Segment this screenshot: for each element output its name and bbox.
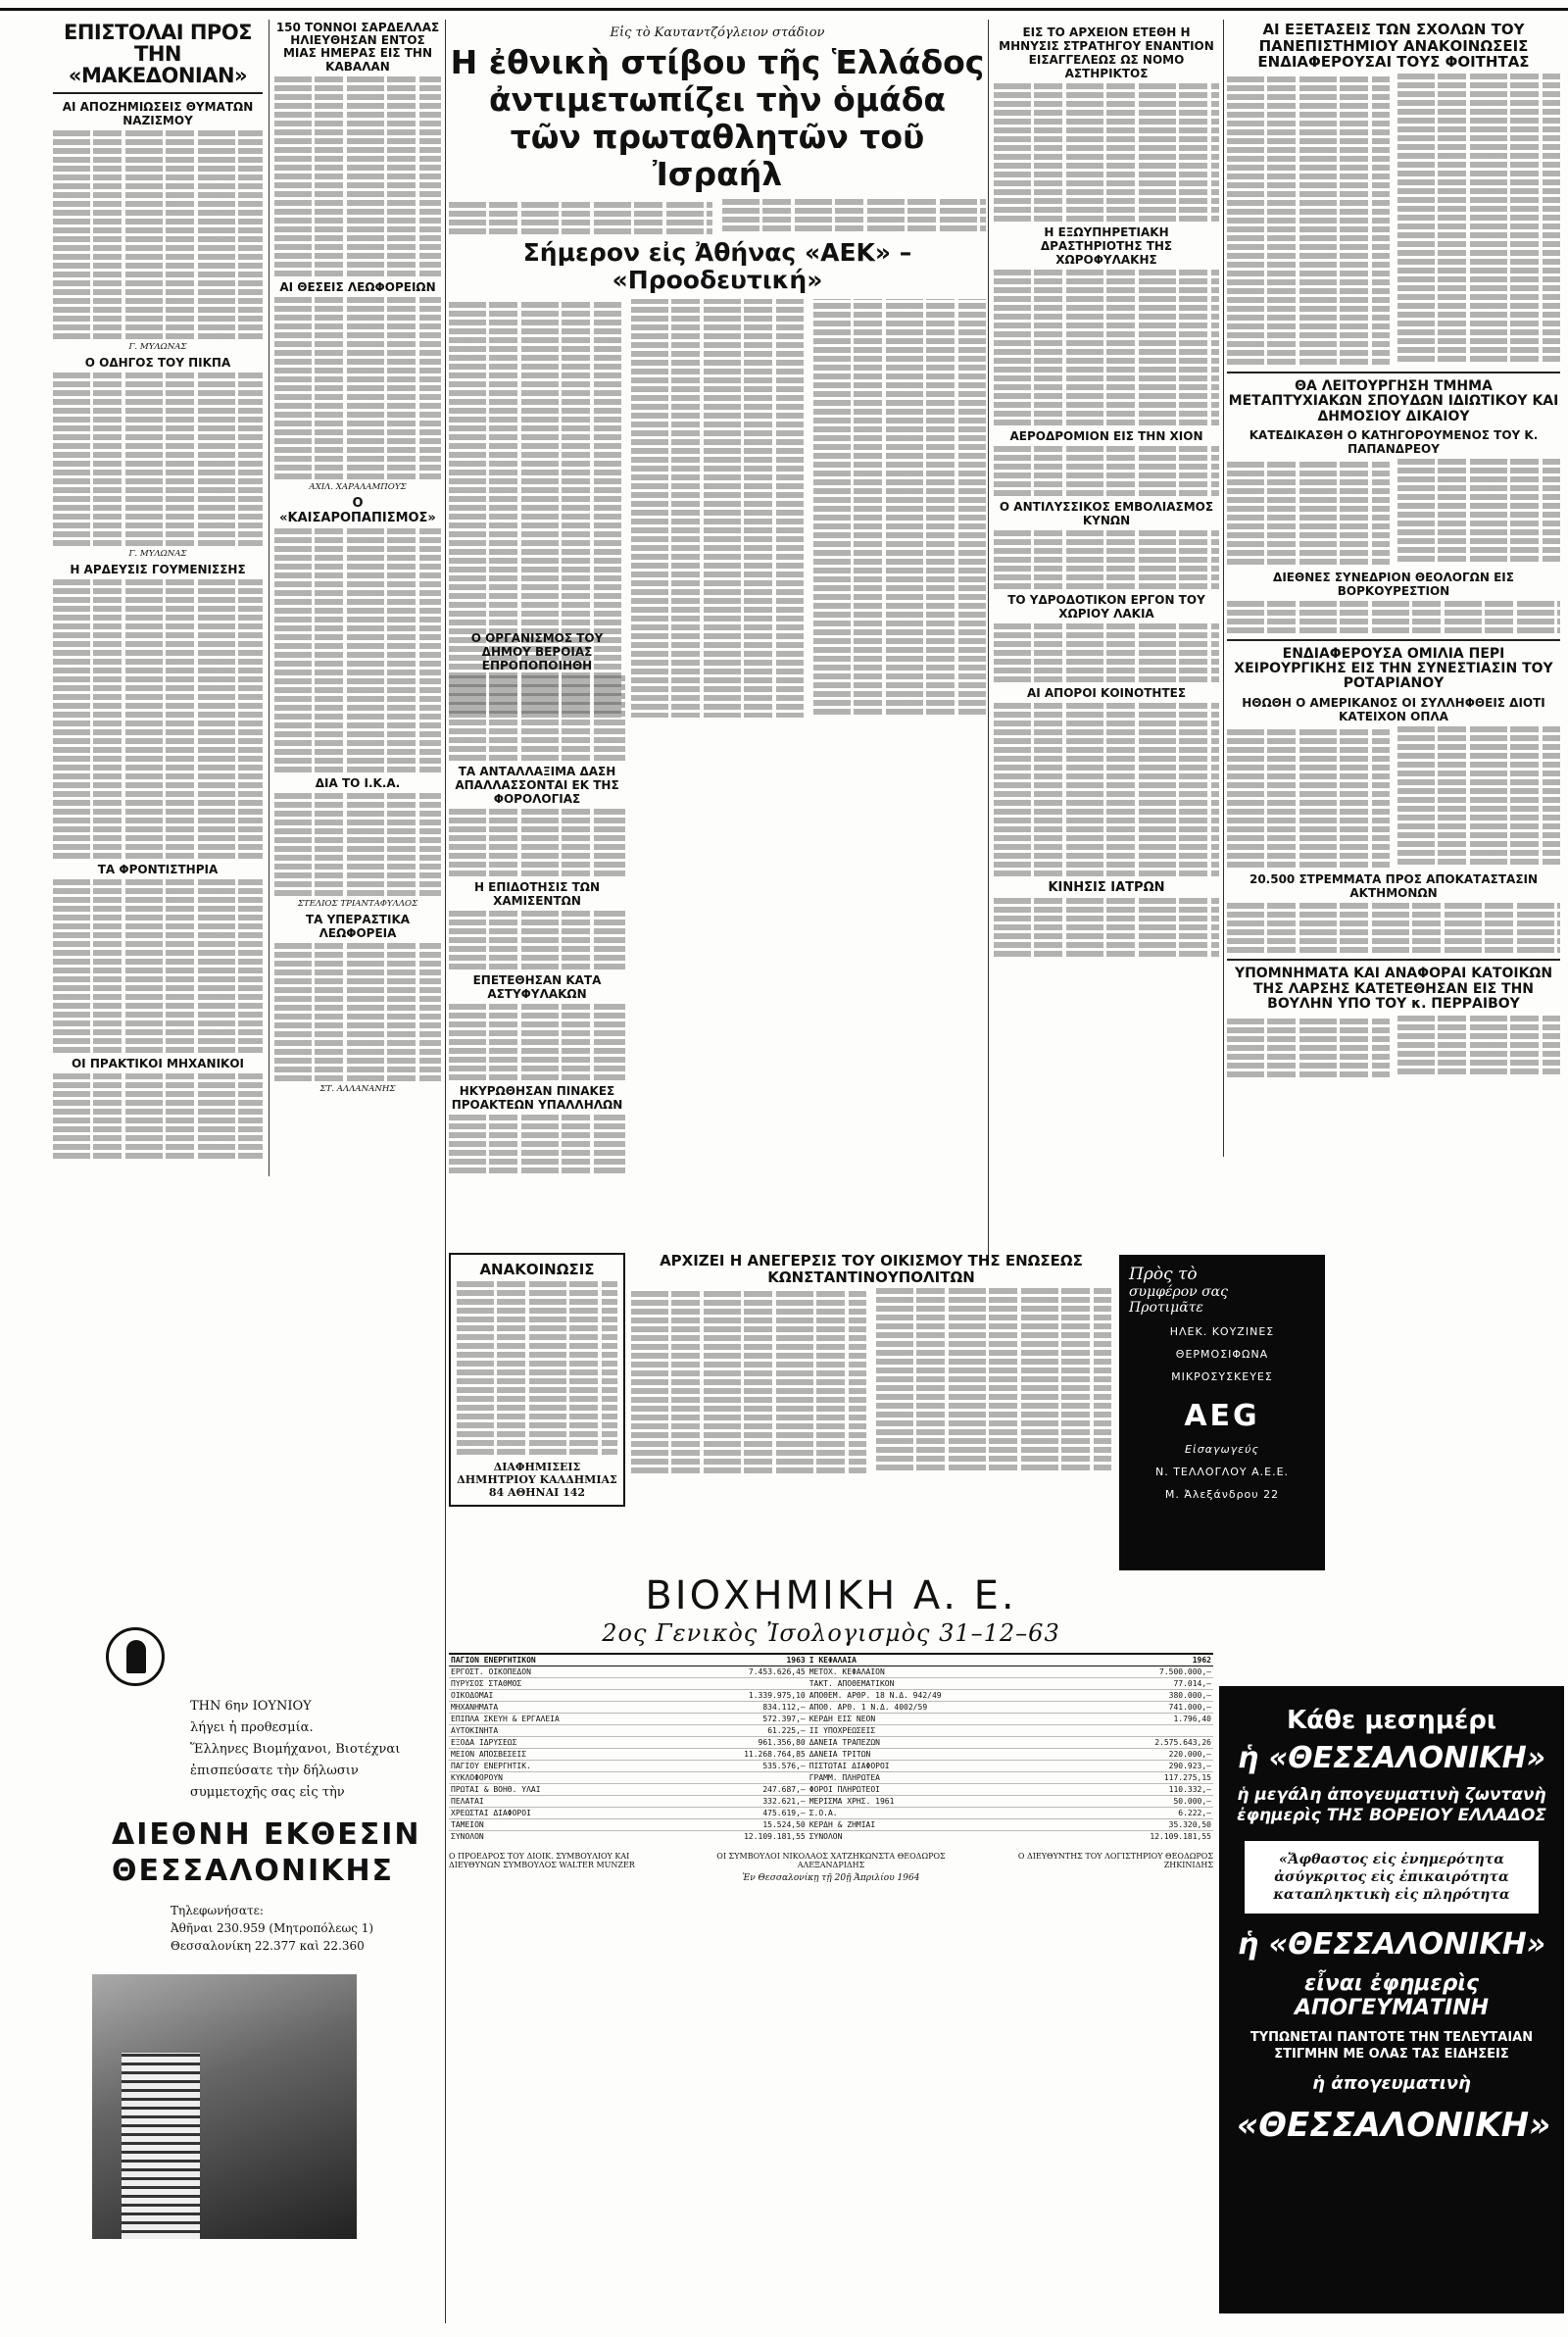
aeg-advertisement bbox=[1119, 1255, 1325, 1570]
ad-line: Ν. ΤΕΛΛΟΓΛΟΥ Α.Ε.Ε. bbox=[1154, 1466, 1290, 1478]
story-kicker: Εἰς τὸ Καυταντζόγλειον στάδιον bbox=[610, 25, 825, 40]
table-cell: ΙΙ ΥΠΟΧΡΕΩΣΕΙΣ bbox=[808, 1725, 1082, 1737]
article-body bbox=[274, 793, 441, 896]
article-heading: ΤΑ ΑΝΤΑΛΛΑΞΙΜΑ ΔΑΣΗ ΑΠΑΛΛΑΣΣΟΝΤΑΙ ΕΚ ΤΗΣ ΦΟΡΟΛΟΓΙΑΣ bbox=[455, 765, 619, 806]
table-cell: ΜΕΙΟΝ ΑΠΟΣΒΕΣΕΙΣ bbox=[449, 1749, 675, 1761]
balance-rows bbox=[449, 1666, 1213, 1843]
table-cell: ΣΥΝΟΛΟΝ bbox=[449, 1831, 675, 1843]
divider bbox=[1227, 372, 1560, 373]
announcement-advertiser: ΔΙΑΦΗΜΙΣΕΙΣ ΔΗΜΗΤΡΙΟΥ ΚΑΛΔΗΜΙΑΣ 84 ΑΘΗΝΑΙ 142 bbox=[457, 1461, 617, 1499]
fair-advertisement bbox=[53, 1627, 445, 2239]
article-body bbox=[994, 623, 1219, 682]
table-cell: ΟΙΚΟΔΟΜΑΙ bbox=[449, 1690, 675, 1702]
article-body bbox=[994, 898, 1219, 957]
balance-signatures bbox=[449, 1852, 1213, 1869]
article-body bbox=[994, 446, 1219, 496]
article-body bbox=[449, 1115, 625, 1173]
news-column-5 bbox=[994, 22, 1219, 1257]
column-rule bbox=[445, 20, 446, 2323]
table-row bbox=[449, 1714, 1213, 1725]
ad-line: Πρὸς τὸ bbox=[1129, 1265, 1198, 1284]
table-cell: ΕΡΓΟΣΤ. ΟΙΚΟΠΕΔΟΝ bbox=[449, 1666, 675, 1678]
story-subheadline: Σήμερον εἰς Ἀθήνας «ΑΕΚ» – «Προοδευτική» bbox=[522, 238, 912, 294]
table-cell: 11.268.764,85 bbox=[675, 1749, 807, 1761]
ad-line: ἡ «ΘΕΣΣΑΛΟΝΙΚΗ» bbox=[1237, 1741, 1546, 1775]
table-cell: ΑΥΤΟΚΙΝΗΤΑ bbox=[449, 1725, 675, 1737]
ad-line: Προτιμᾶτε bbox=[1129, 1300, 1203, 1316]
article-body bbox=[1227, 1016, 1560, 1079]
article-heading: ΑΙ ΕΞΕΤΑΣΕΙΣ ΤΩΝ ΣΧΟΛΩΝ ΤΟΥ ΠΑΝΕΠΙΣΤΗΜΙΟΥ ΑΝΑΚΟΙΝΩΣΕΙΣ ΕΝΔΙΑΦΕΡΟΥΣΑΙ ΤΟΥΣ ΦΟΙΤΗΤΑΣ bbox=[1257, 22, 1530, 71]
signature: Ο ΔΙΕΥΘΥΝΤΗΣ ΤΟΥ ΛΟΓΙΣΤΗΡΙΟΥ ΘΕΟΔΩΡΟΣ ΖΗΚΙΝΙΔΗΣ bbox=[1017, 1852, 1213, 1869]
table-cell: 12.109.181,55 bbox=[1082, 1831, 1213, 1843]
col-header: ΠΑΓΙΟΝ ΕΝΕΡΓΗΤΙΚΟΝ bbox=[449, 1654, 675, 1666]
ad-product: ΜΙΚΡΟΣΥΣΚΕΥΕΣ bbox=[1171, 1370, 1273, 1383]
column-rule bbox=[988, 20, 989, 1255]
table-cell: ΜΗΧΑΝΗΜΑΤΑ bbox=[449, 1702, 675, 1714]
table-cell: 7.500.000,— bbox=[1082, 1666, 1213, 1678]
article-heading: ΑΙ ΑΠΟΡΟΙ ΚΟΙΝΟΤΗΤΕΣ bbox=[1026, 686, 1187, 700]
table-cell: 2.575.643,26 bbox=[1082, 1737, 1213, 1749]
table-cell: ΔΑΝΕΙΑ ΤΡΙΤΩΝ bbox=[808, 1749, 1082, 1761]
article-heading: ΤΑ ΦΡΟΝΤΙΣΤΗΡΙΑ bbox=[97, 863, 219, 877]
table-cell: ΠΡΩΤΑΙ & ΒΟΗΘ. ΥΛΑΙ bbox=[449, 1784, 675, 1796]
table-cell: ΚΥΚΛΟΦΟΡΟΥΝ bbox=[449, 1772, 675, 1784]
article-heading: 150 ΤΟΝΝΟΙ ΣΑΡΔΕΛΛΑΣ ΗΛΙΕΥΘΗΣΑΝ ΕΝΤΟΣ ΜΙΑΣ ΗΜΕΡΑΣ ΕΙΣ ΤΗΝ ΚΑΒΑΛΑΝ bbox=[275, 22, 440, 74]
article-body bbox=[274, 943, 441, 1081]
article-heading: Ο ΟΔΗΓΟΣ ΤΟΥ ΠΙΚΠΑ bbox=[84, 356, 231, 371]
signature: ΣΤΕΛΙΟΣ ΤΡΙΑΝΤΑΦΥΛΛΟΣ bbox=[297, 898, 418, 909]
signature: ΟΙ ΣΥΜΒΟΥΛΟΙ ΝΙΚΟΛΑΟΣ ΧΑΤΖΗΚΩΝΣΤΑ ΘΕΟΔΩΡΟΣ ΑΛΕΞΑΝΔΡΙΔΗΣ bbox=[716, 1852, 946, 1869]
article-heading: Ο ΑΝΤΙΛΥΣΣΙΚΟΣ ΕΜΒΟΛΙΑΣΜΟΣ ΚΥΝΩΝ bbox=[999, 500, 1214, 527]
table-row bbox=[449, 1737, 1213, 1749]
table-cell: 61.225,— bbox=[675, 1725, 807, 1737]
table-cell: 535.576,— bbox=[675, 1761, 807, 1772]
table-cell: 1.796,40 bbox=[1082, 1714, 1213, 1725]
article-heading: ΑΡΧΙΖΕΙ Η ΑΝΕΓΕΡΣΙΣ ΤΟΥ ΟΙΚΙΣΜΟΥ ΤΗΣ ΕΝΩΣΕΩΣ ΚΩΝΣΤΑΝΤΙΝΟΥΠΟΛΙΤΩΝ bbox=[660, 1252, 1083, 1286]
table-cell: 110.332,— bbox=[1082, 1784, 1213, 1796]
signature: ΣΤ. ΑΛΛΑΝΑΝΗΣ bbox=[319, 1083, 396, 1094]
divider bbox=[1227, 639, 1560, 641]
table-cell: ΦΟΡΟΙ ΠΛΗΡΩΤΕΟΙ bbox=[808, 1784, 1082, 1796]
table-cell: 77.014,— bbox=[1082, 1678, 1213, 1690]
table-cell: ΧΡΕΩΣΤΑΙ ΔΙΑΦΟΡΟΙ bbox=[449, 1808, 675, 1819]
table-cell: ΑΠΟΘ. ΑΡΘ. 1 Ν.Δ. 4002/59 bbox=[808, 1702, 1082, 1714]
article-body bbox=[53, 879, 263, 1053]
table-cell: 12.109.181,55 bbox=[675, 1831, 807, 1843]
table-row bbox=[449, 1690, 1213, 1702]
table-cell: ΠΙΣΤΩΤΑΙ ΔΙΑΦΟΡΟΙ bbox=[808, 1761, 1082, 1772]
article-heading: ΗΘΩΘΗ Ο ΑΜΕΡΙΚΑΝΟΣ ΟΙ ΣΥΛΛΗΦΘΕΙΣ ΔΙΟΤΙ ΚΑΤΕΙΧΟΝ ΟΠΛΑ bbox=[1242, 695, 1545, 723]
article-heading: ΕΠΕΤΕΘΗΣΑΝ ΚΑΤΑ ΑΣΤΥΦΥΛΑΚΩΝ bbox=[472, 973, 602, 1001]
article-body bbox=[994, 530, 1219, 589]
news-column-2 bbox=[274, 22, 441, 1159]
table-cell: ΕΠΙΠΛΑ ΣΚΕΥΗ & ΕΡΓΑΛΕΙΑ bbox=[449, 1714, 675, 1725]
table-row bbox=[449, 1666, 1213, 1678]
table-cell: 7.453.626,45 bbox=[675, 1666, 807, 1678]
balance-sheet bbox=[449, 1573, 1213, 1883]
table-cell: ΣΥΝΟΛΟΝ bbox=[808, 1831, 1082, 1843]
table-cell: ΠΕΛΑΤΑΙ bbox=[449, 1796, 675, 1808]
table-row bbox=[449, 1808, 1213, 1819]
table-cell: 961.356,80 bbox=[675, 1737, 807, 1749]
ad-quote: «Ἄφθαστος εἰς ἐνημερότητα ἀσύγκριτος εἰς ἐπικαιρότητα καταπληκτικὴ εἰς πληρότητα bbox=[1245, 1841, 1539, 1914]
table-header bbox=[449, 1654, 1213, 1666]
ad-line: ἡ ἀπογευματινὴ bbox=[1312, 2072, 1471, 2094]
table-cell: 332.621,— bbox=[675, 1796, 807, 1808]
table-cell: 1.339.975,10 bbox=[675, 1690, 807, 1702]
fair-phone-line: Ἀθῆναι 230.959 (Μητροπόλεως 1) bbox=[171, 1921, 374, 1936]
article-body bbox=[274, 297, 441, 479]
article-body bbox=[449, 1004, 625, 1080]
top-rule bbox=[0, 8, 1568, 11]
ad-product: ΘΕΡΜΟΣΙΦΩΝΑ bbox=[1175, 1348, 1269, 1361]
article-body bbox=[1227, 74, 1560, 367]
newspaper-advertisement bbox=[1219, 1686, 1564, 2313]
article-body bbox=[994, 83, 1219, 222]
table-cell: 220.000,— bbox=[1082, 1749, 1213, 1761]
table-cell bbox=[675, 1678, 807, 1690]
fair-title: ΔΙΕΘΝΗ ΕΚΘΕΣΙΝ bbox=[112, 1817, 421, 1853]
divider bbox=[53, 92, 263, 94]
article-heading: Η ΑΡΔΕΥΣΙΣ ΓΟΥΜΕΝΙΣΣΗΣ bbox=[70, 563, 246, 577]
article-body bbox=[994, 270, 1219, 425]
table-cell: Σ.Ο.Α. bbox=[808, 1808, 1082, 1819]
table-cell: 15.524,50 bbox=[675, 1819, 807, 1831]
article-body bbox=[274, 76, 441, 276]
article-heading: ΚΑΤΕΔΙΚΑΣΘΗ Ο ΚΑΤΗΓΟΡΟΥΜΕΝΟΣ ΤΟΥ Κ. ΠΑΠΑΝΔΡΕΟΥ bbox=[1249, 428, 1539, 457]
column-rule bbox=[269, 20, 270, 1176]
table-row bbox=[449, 1702, 1213, 1714]
fair-logo-icon bbox=[106, 1627, 165, 1686]
fair-phone-line: Θεσσαλονίκη 22.377 καὶ 22.360 bbox=[171, 1939, 365, 1954]
balance-place-date: Ἐν Θεσσαλονίκῃ τῇ 20ῇ Ἀπριλίου 1964 bbox=[742, 1873, 920, 1883]
article-heading: ΟΙ ΠΡΑΚΤΙΚΟΙ ΜΗΧΑΝΙΚΟΙ bbox=[71, 1057, 245, 1071]
ad-line: ΤΥΠΩΝΕΤΑΙ ΠΑΝΤΟΤΕ ΤΗΝ ΤΕΛΕΥΤΑΙΑΝ ΣΤΙΓΜΗΝ ΜΕ ΟΛΑΣ ΤΑΣ ΕΙΔΗΣΕΙΣ bbox=[1250, 2030, 1534, 2062]
table-cell: ΓΡΑΜΜ. ΠΛΗΡΩΤΕΑ bbox=[808, 1772, 1082, 1784]
table-row bbox=[449, 1831, 1213, 1843]
article-body bbox=[53, 373, 263, 546]
fair-photo bbox=[92, 1974, 357, 2239]
article-body bbox=[994, 703, 1219, 876]
fair-line: Ἕλληνες Βιομήχανοι, Βιοτέχναι bbox=[190, 1742, 401, 1758]
article-body bbox=[53, 579, 263, 859]
table-cell: 380.000,— bbox=[1082, 1690, 1213, 1702]
col-header: 1962 bbox=[1082, 1654, 1213, 1666]
article-heading: ΑΕΡΟΔΡΟΜΙΟΝ ΕΙΣ ΤΗΝ ΧΙΟΝ bbox=[1009, 429, 1203, 443]
table-row bbox=[449, 1796, 1213, 1808]
table-cell: ΜΕΡΙΣΜΑ ΧΡΗΣ. 1961 bbox=[808, 1796, 1082, 1808]
ad-line: Κάθε μεσημέρι bbox=[1286, 1706, 1497, 1735]
col-header: 1963 bbox=[675, 1654, 807, 1666]
article-heading: ΕΙΣ ΤΟ ΑΡΧΕΙΟΝ ΕΤΕΘΗ Η ΜΗΝΥΣΙΣ ΣΤΡΑΤΗΓΟΥ ΕΝΑΝΤΙΟΝ ΕΙΣΑΓΓΕΛΕΩΣ ΩΣ ΝΟΜΟ ΑΣΤΗΡΙΚΤΟΣ bbox=[999, 25, 1214, 80]
table-cell: 572.397,— bbox=[675, 1714, 807, 1725]
story-body bbox=[449, 199, 986, 236]
signature: Γ. ΜΥΛΩΝΑΣ bbox=[128, 549, 187, 560]
article-heading: ΤΟ ΥΔΡΟΔΟΤΙΚΟΝ ΕΡΓΟΝ ΤΟΥ ΧΩΡΙΟΥ ΛΑΚΙΑ bbox=[1007, 593, 1205, 621]
article-heading: ΑΙ ΘΕΣΕΙΣ ΛΕΩΦΟΡΕΙΩΝ bbox=[279, 279, 436, 294]
table-cell: 35.320,50 bbox=[1082, 1819, 1213, 1831]
fair-line: ἐπισπεύσατε τὴν δήλωσιν bbox=[190, 1764, 359, 1779]
table-row bbox=[449, 1725, 1213, 1737]
table-cell bbox=[1082, 1725, 1213, 1737]
article-heading: ΚΙΝΗΣΙΣ ΙΑΤΡΩΝ bbox=[1048, 880, 1165, 895]
article-body bbox=[274, 528, 441, 772]
table-cell: ΕΞΟΔΑ ΙΔΡΥΣΕΩΣ bbox=[449, 1737, 675, 1749]
ad-line: ἡ «ΘΕΣΣΑΛΟΝΙΚΗ» bbox=[1237, 1927, 1546, 1963]
table-row bbox=[449, 1772, 1213, 1784]
signature: Γ. ΜΥΛΩΝΑΣ bbox=[128, 342, 187, 353]
fair-line: ΤΗΝ 6ην ΙΟΥΝΙΟΥ bbox=[190, 1699, 312, 1714]
table-cell: ΑΠΟΘΕΜ. ΑΡΘΡ. 18 Ν.Δ. 942/49 bbox=[808, 1690, 1082, 1702]
article-heading: ΑΙ ΑΠΟΖΗΜΙΩΣΕΙΣ ΘΥΜΑΤΩΝ ΝΑΖΙΣΜΟΥ bbox=[62, 100, 254, 128]
company-name: ΒΙΟΧΗΜΙΚΗ Α. Ε. bbox=[645, 1573, 1017, 1618]
table-cell: ΠΥΡΥΣΟΣ ΣΤΑΘΜΟΣ bbox=[449, 1678, 675, 1690]
table-cell: ΤΑΜΕΙΟΝ bbox=[449, 1819, 675, 1831]
announcement-title: ΑΝΑΚΟΙΝΩΣΙΣ bbox=[479, 1261, 595, 1278]
article-heading: ΥΠΟΜΝΗΜΑΤΑ ΚΑΙ ΑΝΑΦΟΡΑΙ ΚΑΤΟΙΚΩΝ ΤΗΣ ΛΑΡΣΗΣ ΚΑΤΕΤΕΘΗΣΑΝ ΕΙΣ ΤΗΝ ΒΟΥΛΗΝ ΥΠΟ ΤΟΥ κ. ΠΕΡΡΑΙΒΟΥ bbox=[1234, 966, 1553, 1013]
article-body bbox=[449, 675, 625, 761]
table-row bbox=[449, 1749, 1213, 1761]
article-heading: ΤΑ ΥΠΕΡΑΣΤΙΚΑ ΛΕΩΦΟΡΕΙΑ bbox=[305, 912, 411, 940]
article-body bbox=[449, 809, 625, 876]
letters-column bbox=[53, 22, 263, 1159]
table-cell: ΤΑΚΤ. ΑΠΟΘΕΜΑΤΙΚΟΝ bbox=[808, 1678, 1082, 1690]
aeg-logo: AEG bbox=[1184, 1399, 1260, 1433]
article-heading: ΗΚΥΡΩΘΗΣΑΝ ΠΙΝΑΚΕΣ ΠΡΟΑΚΤΕΩΝ ΥΠΑΛΛΗΛΩΝ bbox=[451, 1084, 623, 1112]
table-row bbox=[449, 1819, 1213, 1831]
article-heading: Η ΕΞΩΥΠΗΡΕΤΙΑΚΗ ΔΡΑΣΤΗΡΙΟΤΗΣ ΤΗΣ ΧΩΡΟΦΥΛΑΚΗΣ bbox=[1040, 225, 1173, 267]
ad-line: ἡ μεγάλη ἀπογευματινὴ ζωντανὴ ἐφημερὶς ΤΗΣ ΒΟΡΕΙΟΥ ΕΛΛΑΔΟΣ bbox=[1237, 1785, 1546, 1826]
table-cell: ΜΕΤΟΧ. ΚΕΦΑΛΑΙΟΝ bbox=[808, 1666, 1082, 1678]
news-column-3 bbox=[449, 627, 625, 1245]
table-cell: 6.222,— bbox=[1082, 1808, 1213, 1819]
table-row bbox=[449, 1784, 1213, 1796]
settlement-article bbox=[631, 1253, 1111, 1475]
article-body bbox=[1227, 903, 1560, 953]
fair-phones bbox=[171, 1902, 445, 1955]
balance-table bbox=[449, 1653, 1213, 1842]
fair-title: ΘΕΣΣΑΛΟΝΙΚΗΣ bbox=[112, 1854, 395, 1889]
table-cell: 834.112,— bbox=[675, 1702, 807, 1714]
table-cell: ΚΕΡΔΗ ΕΙΣ ΝΕΟΝ bbox=[808, 1714, 1082, 1725]
story-headline: Η ἐθνικὴ στίβου τῆς Ἑλλάδος ἀντιμετωπίζει τὴν ὁμάδα τῶν πρωταθλητῶν τοῦ Ἰσραήλ bbox=[450, 43, 985, 193]
ad-line: εἶναι ἐφημερὶς ΑΠΟΓΕΥΜΑΤΙΝΗ bbox=[1294, 1971, 1490, 2021]
col-header: Ι ΚΕΦΑΛΑΙΑ bbox=[808, 1654, 1082, 1666]
article-heading: ΔΙΑ ΤΟ Ι.Κ.Α. bbox=[315, 775, 401, 790]
signature: ΑΧΙΛ. ΧΑΡΑΛΑΜΠΟΥΣ bbox=[309, 481, 407, 492]
article-body bbox=[1227, 459, 1560, 567]
article-heading: Ο ΟΡΓΑΝΙΣΜΟΣ ΤΟΥ ΔΗΜΟΥ ΒΕΡΟΙΑΣ ΕΠΡΟΠΟΠΟΙΗΘΗ bbox=[470, 631, 604, 672]
table-row bbox=[449, 1678, 1213, 1690]
ad-line: Εἰσαγωγεύς bbox=[1185, 1443, 1259, 1456]
article-heading: Ο «ΚΑΙΣΑΡΟΠΑΠΙΣΜΟΣ» bbox=[279, 495, 436, 525]
announcement-body bbox=[457, 1281, 617, 1455]
stadium-story bbox=[449, 25, 986, 718]
article-body bbox=[449, 911, 625, 970]
table-cell: 50.000,— bbox=[1082, 1796, 1213, 1808]
balance-subtitle: 2ος Γενικὸς Ἰσολογισμὸς 31–12–63 bbox=[602, 1619, 1060, 1647]
ad-line: Μ. Ἀλεξάνδρου 22 bbox=[1164, 1488, 1280, 1501]
article-body bbox=[53, 1073, 263, 1159]
article-heading: ΔΙΕΘΝΕΣ ΣΥΝΕΔΡΙΟΝ ΘΕΟΛΟΓΩΝ ΕΙΣ ΒΟΡΚΟΥΡΕΣΤΙΟΝ bbox=[1273, 570, 1514, 598]
table-cell: ΚΕΡΔΗ & ΖΗΜΙΑΙ bbox=[808, 1819, 1082, 1831]
fair-line: συμμετοχῆς σας εἰς τὴν bbox=[190, 1785, 345, 1801]
table-cell: 117.275,15 bbox=[1082, 1772, 1213, 1784]
fair-message bbox=[190, 1696, 445, 1804]
table-cell bbox=[675, 1772, 807, 1784]
ad-line: συμφέρον σας bbox=[1129, 1284, 1228, 1300]
table-cell: 247.687,— bbox=[675, 1784, 807, 1796]
divider bbox=[1227, 959, 1560, 961]
article-body bbox=[631, 1288, 1111, 1475]
article-body bbox=[53, 130, 263, 339]
ad-product: ΗΛΕΚ. ΚΟΥΖΙΝΕΣ bbox=[1169, 1325, 1275, 1338]
ad-line: «ΘΕΣΣΑΛΟΝΙΚΗ» bbox=[1237, 2105, 1551, 2145]
table-cell: ΔΑΝΕΙΑ ΤΡΑΠΕΖΩΝ bbox=[808, 1737, 1082, 1749]
table-cell: 290.923,— bbox=[1082, 1761, 1213, 1772]
signature: Ο ΠΡΟΕΔΡΟΣ ΤΟΥ ΔΙΟΙΚ. ΣΥΜΒΟΥΛΙΟΥ ΚΑΙ ΔΙΕΥΘΥΝΩΝ ΣΥΜΒΟΥΛΟΣ WALTER MUNZER bbox=[449, 1852, 635, 1869]
table-cell: 741.000,— bbox=[1082, 1702, 1213, 1714]
fair-line: λήγει ἡ προθεσμία. bbox=[190, 1720, 314, 1736]
table-cell: 475.619,— bbox=[675, 1808, 807, 1819]
letters-title: ΕΠΙΣΤΟΛΑΙ ΠΡΟΣ ΤΗΝ «ΜΑΚΕΔΟΝΙΑΝ» bbox=[63, 22, 253, 88]
article-heading: ΕΝΔΙΑΦΕΡΟΥΣΑ ΟΜΙΛΙΑ ΠΕΡΙ ΧΕΙΡΟΥΡΓΙΚΗΣ ΕΙΣ ΤΗΝ ΣΥΝΕΣΤΙΑΣΙΝ ΤΟΥ ΡΟΤΑΡΙΑΝΟΥ bbox=[1234, 645, 1553, 692]
article-heading: Η ΕΠΙΔΟΤΗΣΙΣ ΤΩΝ ΧΑΜΙΣΕΝΤΩΝ bbox=[473, 880, 601, 908]
article-heading: 20.500 ΣΤΡΕΜΜΑΤΑ ΠΡΟΣ ΑΠΟΚΑΤΑΣΤΑΣΙΝ ΑΚΤΗΜΟΝΩΝ bbox=[1249, 872, 1539, 901]
article-heading: ΘΑ ΛΕΙΤΟΥΡΓΗΣΗ ΤΜΗΜΑ ΜΕΤΑΠΤΥΧΙΑΚΩΝ ΣΠΟΥΔΩΝ ΙΔΙΩΤΙΚΟΥ ΚΑΙ ΔΗΜΟΣΙΟΥ ΔΙΚΑΙΟΥ bbox=[1228, 378, 1559, 424]
table-cell: ΠΑΓΙΟΥ ΕΝΕΡΓΗΤΙΚ. bbox=[449, 1761, 675, 1772]
article-body bbox=[1227, 601, 1560, 633]
column-rule bbox=[1223, 20, 1224, 1157]
article-body bbox=[1227, 726, 1560, 870]
fair-phone-line: Τηλεφωνήσατε: bbox=[171, 1904, 264, 1918]
table-row bbox=[449, 1761, 1213, 1772]
announcement-box bbox=[449, 1253, 625, 1507]
